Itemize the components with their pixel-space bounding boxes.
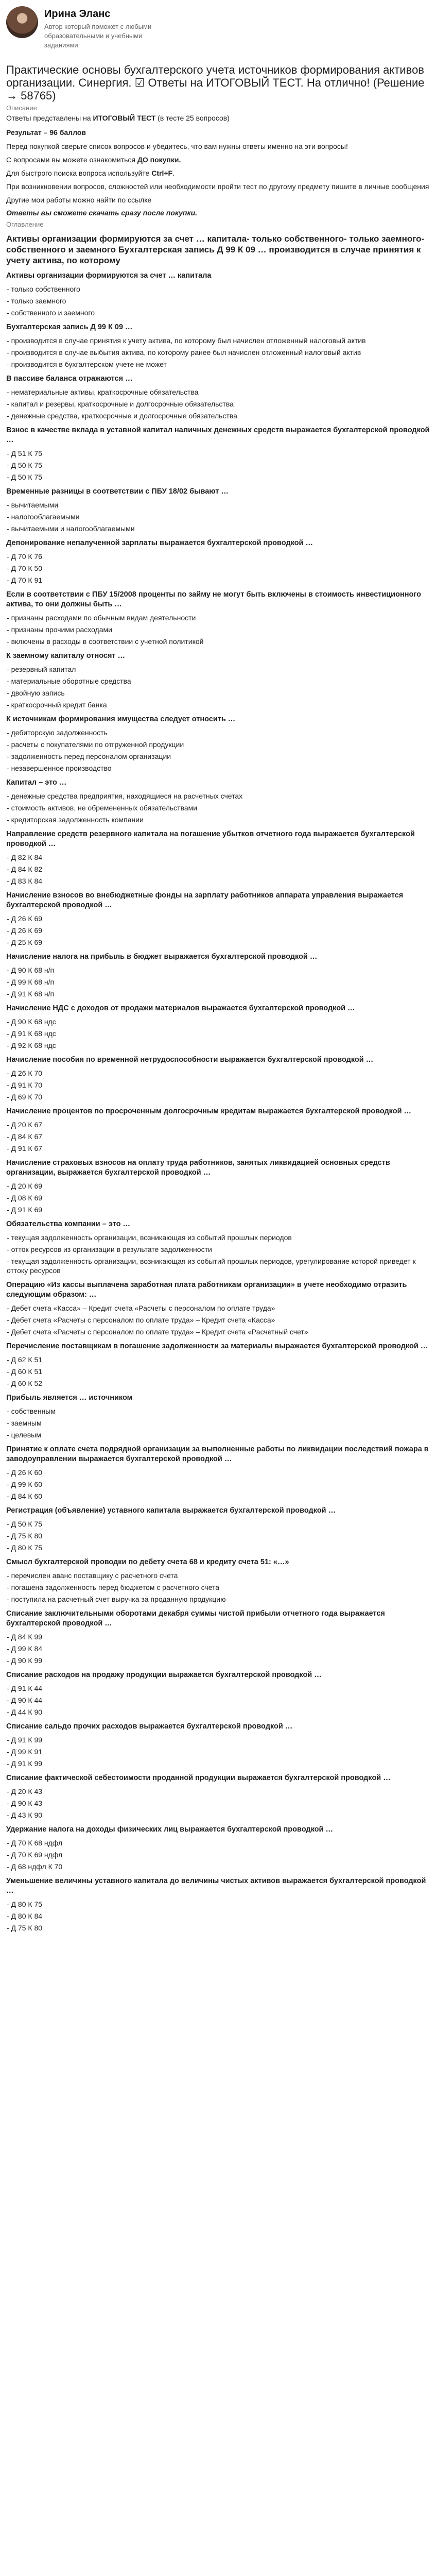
- answer-option: - Д 99 К 84: [6, 1644, 430, 1653]
- question-text: Капитал – это …: [6, 778, 67, 787]
- answer-option: - материальные оборотные средства: [6, 676, 430, 686]
- question-text: Прибыль является … источником: [6, 1394, 133, 1402]
- question-text: Начисление налога на прибыль в бюджет выражается бухгалтерской проводкой …: [6, 953, 318, 961]
- answer-option: - вычитаемыми: [6, 500, 430, 510]
- answer-option: - Д 84 К 82: [6, 865, 430, 874]
- answer-option: - Д 26 К 70: [6, 1069, 430, 1078]
- p3-prefix: Для быстрого поиска вопроса используйте: [6, 169, 152, 177]
- question-block: [6, 374, 430, 420]
- answer-option: - Д 69 К 70: [6, 1092, 430, 1101]
- answer-option: - Д 25 К 69: [6, 938, 430, 947]
- p3-suffix: .: [172, 169, 175, 177]
- answer-option: - Д 50 К 75: [6, 1519, 430, 1529]
- question-block: [6, 271, 430, 317]
- answer-option: - денежные средства предприятия, находящиеся на расчетных счетах: [6, 791, 430, 801]
- question-text: Перечисление поставщикам в погашение задолженности за материалы выражается бухгалтерской проводкой …: [6, 1342, 428, 1350]
- answer-option: - целевым: [6, 1430, 430, 1439]
- answer-option: - признаны прочими расходами: [6, 625, 430, 634]
- answer-option: - краткосрочный кредит банка: [6, 700, 430, 709]
- question-block: [6, 715, 430, 773]
- question-block: [6, 891, 430, 947]
- answer-option: - Д 44 К 90: [6, 1707, 430, 1717]
- answer-option: - Д 60 К 52: [6, 1379, 430, 1388]
- avatar[interactable]: [6, 6, 38, 38]
- question-text: К источникам формирования имущества следует относить …: [6, 715, 236, 723]
- answer-option: - Д 70 К 76: [6, 552, 430, 561]
- answer-option: - Д 70 К 50: [6, 564, 430, 573]
- question-block: [6, 1825, 430, 1871]
- question-block: [6, 426, 430, 482]
- answer-option: - Д 20 К 69: [6, 1181, 430, 1191]
- answer-option: - капитал и резервы, краткосрочные и долгосрочные обязательства: [6, 399, 430, 409]
- answer-option: - текущая задолженность организации, возникающая из событий прошлых периодов, урегулирование которой приведет к оттоку ресурсов: [6, 1257, 430, 1275]
- question-block: [6, 1342, 430, 1388]
- question-block: [6, 323, 430, 369]
- question-text: Начисление пособия по временной нетрудоспособности выражается бухгалтерской проводкой …: [6, 1056, 374, 1064]
- question-text: Удержание налога на доходы физических лиц выражается бухгалтерской проводкой …: [6, 1825, 333, 1834]
- answer-option: - стоимость активов, не обремененных обязательствами: [6, 803, 430, 812]
- question-block: [6, 1445, 430, 1501]
- question-text: Направление средств резервного капитала на погашение убытков отчетного года выражается бухгалтерской проводкой …: [6, 830, 415, 848]
- answer-option: - Д 83 К 84: [6, 876, 430, 886]
- answer-option: - Д 43 К 90: [6, 1810, 430, 1820]
- answers-suffix: (в тесте 25 вопросов): [155, 114, 230, 122]
- question-text: Смысл бухгалтерской проводки по дебету счета 68 и кредиту счета 51: «…»: [6, 1558, 289, 1566]
- answer-option: - Д 70 К 68 ндфл: [6, 1838, 430, 1848]
- answer-option: - Д 91 К 69: [6, 1205, 430, 1214]
- answer-option: - перечислен аванс поставщику с расчетного счета: [6, 1571, 430, 1580]
- answer-option: - Дебет счета «Касса» – Кредит счета «Расчеты с персоналом по оплате труда»: [6, 1303, 430, 1313]
- answer-option: - Д 90 К 44: [6, 1696, 430, 1705]
- answer-option: - только собственного: [6, 284, 430, 294]
- answer-option: - денежные средства, краткосрочные и долгосрочные обязательства: [6, 411, 430, 420]
- intro-paragraph-2: [6, 155, 430, 165]
- question-block: [6, 952, 430, 998]
- answer-option: - Д 70 К 69 ндфл: [6, 1850, 430, 1859]
- answer-option: - Д 26 К 69: [6, 926, 430, 935]
- question-block: [6, 487, 430, 533]
- answer-option: - признаны расходами по обычным видам деятельности: [6, 613, 430, 622]
- question-text: Временные разницы в соответствии с ПБУ 18/02 бывают …: [6, 487, 229, 496]
- question-block: [6, 1219, 430, 1275]
- intro-paragraph-3: [6, 168, 430, 178]
- question-block: [6, 1722, 430, 1768]
- answer-option: - Д 50 К 75: [6, 461, 430, 470]
- score: Результат – 96 баллов: [6, 128, 86, 137]
- answer-option: - отток ресурсов из организации в результате задолженности: [6, 1245, 430, 1254]
- question-block: [6, 1280, 430, 1336]
- question-block: [6, 829, 430, 886]
- answer-option: - производится в случае выбытия актива, по которому ранее был начислен отложенный налоговый актив: [6, 348, 430, 357]
- question-text: Регистрация (объявление) уставного капитала выражается бухгалтерской проводкой …: [6, 1506, 336, 1515]
- intro-paragraph-1: Перед покупкой сверьте список вопросов и убедитесь, что вам нужны ответы именно на эти вопросы!: [6, 142, 348, 150]
- question-block: [6, 1506, 430, 1552]
- question-text: Активы организации формируются за счет … капитала: [6, 272, 212, 280]
- question-text: Уменьшение величины уставного капитала до величины чистых активов выражается бухгалтерской проводкой …: [6, 1877, 426, 1895]
- question-text: Списание расходов на продажу продукции выражается бухгалтерской проводкой …: [6, 1671, 322, 1679]
- author-header: [6, 6, 430, 50]
- answer-option: - Д 91 К 99: [6, 1735, 430, 1744]
- question-block: [6, 1876, 430, 1933]
- answer-option: - Д 90 К 68 н/п: [6, 965, 430, 975]
- question-block: [6, 778, 430, 824]
- answer-option: - собственным: [6, 1406, 430, 1416]
- question-text: Начисление процентов по просроченным долгосрочным кредитам выражается бухгалтерской проводкой …: [6, 1107, 412, 1115]
- question-text: Начисление НДС с доходов от продажи материалов выражается бухгалтерской проводкой …: [6, 1004, 355, 1012]
- question-text: Списание сальдо прочих расходов выражается бухгалтерской проводкой …: [6, 1722, 293, 1731]
- answer-option: - Д 90 К 68 ндс: [6, 1017, 430, 1026]
- answer-option: - Д 80 К 84: [6, 1911, 430, 1921]
- other-works-link[interactable]: Другие мои работы можно найти по ссылке: [6, 196, 152, 204]
- answer-option: - Д 84 К 67: [6, 1132, 430, 1141]
- answer-option: - Д 26 К 69: [6, 914, 430, 923]
- p2-prefix: С вопросами вы можете ознакомиться: [6, 156, 137, 164]
- answer-option: - Д 99 К 68 н/п: [6, 977, 430, 987]
- question-text: Принятие к оплате счета подрядной организации за выполненные работы по ликвидации последствий пожара в заводоуправлении выражается бухгалтерской проводкой …: [6, 1445, 429, 1463]
- answer-option: - Д 26 К 60: [6, 1468, 430, 1477]
- question-text: Списание заключительными оборотами декабря суммы чистой прибыли отчетного года выражается бухгалтерской проводкой …: [6, 1609, 385, 1628]
- question-text: Бухгалтерская запись Д 99 К 09 …: [6, 323, 133, 331]
- question-text: Начисление страховых взносов на оплату труда работников, занятых ликвидацией основных средств организации, выражается бухгалтерской проводкой …: [6, 1159, 390, 1177]
- toc-label: Оглавление: [6, 221, 44, 228]
- answer-option: - Д 68 ндфл К 70: [6, 1862, 430, 1871]
- answer-option: - вычитаемыми и налогооблагаемыми: [6, 524, 430, 533]
- question-block: [6, 1004, 430, 1050]
- answer-option: - незавершенное производство: [6, 764, 430, 773]
- answer-option: - Д 91 К 67: [6, 1144, 430, 1153]
- answer-option: - Д 80 К 75: [6, 1900, 430, 1909]
- intro-paragraph-4: При возникновении вопросов, сложностей или необходимости пройти тест по другому предмету пишите в личные сообщения: [6, 182, 429, 191]
- answer-option: - двойную запись: [6, 688, 430, 698]
- answer-option: - Дебет счета «Расчеты с персоналом по оплате труда» – Кредит счета «Расчетный счет»: [6, 1327, 430, 1336]
- answer-option: - Д 91 К 99: [6, 1759, 430, 1768]
- author-block: [44, 6, 152, 50]
- answer-option: - Д 08 К 69: [6, 1193, 430, 1202]
- question-text: К заемному капиталу относят …: [6, 652, 126, 660]
- answer-option: - Д 91 К 44: [6, 1684, 430, 1693]
- answer-option: - только заемного: [6, 296, 430, 306]
- question-block: [6, 1557, 430, 1604]
- answer-option: - Д 62 К 51: [6, 1355, 430, 1364]
- question-block: [6, 1158, 430, 1214]
- answer-option: - Д 84 К 60: [6, 1492, 430, 1501]
- answer-option: - Д 90 К 43: [6, 1799, 430, 1808]
- question-block: [6, 1670, 430, 1717]
- question-text: Если в соответствии с ПБУ 15/2008 проценты по займу не могут быть включены в стоимость инвестиционного актива, то они должны быть …: [6, 590, 422, 608]
- answer-option: - Д 99 К 60: [6, 1480, 430, 1489]
- answer-option: - Д 60 К 51: [6, 1367, 430, 1376]
- question-text: Операцию «Из кассы выплачена заработная плата работникам организации» в учете необходимо отразить следующим образом: …: [6, 1281, 407, 1299]
- answer-option: - производится в случае принятия к учету актива, по которому был начислен отложенный налоговый актив: [6, 336, 430, 345]
- answer-option: - налогооблагаемыми: [6, 512, 430, 521]
- answer-option: - Д 91 К 68 ндс: [6, 1029, 430, 1038]
- answer-option: - Д 91 К 68 н/п: [6, 989, 430, 998]
- answer-option: - резервный капитал: [6, 665, 430, 674]
- answer-option: - поступила на расчетный счет выручка за проданную продукцию: [6, 1595, 430, 1604]
- answer-option: - Д 75 К 80: [6, 1923, 430, 1933]
- question-block: [6, 1107, 430, 1153]
- answer-option: - нематериальные активы, краткосрочные обязательства: [6, 387, 430, 397]
- answer-option: - Д 84 К 99: [6, 1632, 430, 1641]
- answer-option: - Дебет счета «Расчеты с персоналом по оплате труда» – Кредит счета «Касса»: [6, 1315, 430, 1325]
- answers-prefix: Ответы представлены на: [6, 114, 93, 122]
- answer-option: - включены в расходы в соответствии с учетной политикой: [6, 637, 430, 646]
- download-note: Ответы вы сможете скачать сразу после покупки.: [6, 209, 198, 217]
- description-label: Описание: [6, 104, 37, 112]
- question-text: Начисление взносов во внебюджетные фонды на зарплату работников аппарата управления выражается бухгалтерской проводкой …: [6, 891, 404, 909]
- answer-option: - Д 70 К 91: [6, 575, 430, 585]
- answers-bold: ИТОГОВЫЙ ТЕСТ: [93, 114, 156, 122]
- answer-option: - дебиторскую задолженность: [6, 728, 430, 737]
- answer-option: - Д 75 К 80: [6, 1531, 430, 1540]
- question-block: [6, 651, 430, 709]
- answer-option: - производится в бухгалтерском учете не может: [6, 360, 430, 369]
- question-block: [6, 538, 430, 585]
- first-question: Активы организации формируются за счет … капитала- только собственного- только заемного- собственного и заемного Бухгалтерская запись Д 99 К 09 … производится в случае принятия к учету актива, по которому: [6, 234, 425, 265]
- answer-option: - Д 99 К 91: [6, 1747, 430, 1756]
- question-text: Взнос в качестве вклада в уставной капитал наличных денежных средств выражается бухгалтерской проводкой …: [6, 426, 430, 444]
- answer-option: - расчеты с покупателями по отгруженной продукции: [6, 740, 430, 749]
- answer-option: - Д 90 К 99: [6, 1656, 430, 1665]
- answer-option: - заемным: [6, 1418, 430, 1428]
- answer-option: - Д 82 К 84: [6, 853, 430, 862]
- answer-option: - Д 91 К 70: [6, 1080, 430, 1090]
- question-block: [6, 590, 430, 646]
- answer-option: - Д 80 К 75: [6, 1543, 430, 1552]
- answer-option: - Д 50 К 75: [6, 472, 430, 482]
- author-description: Автор который поможет с любыми образовательными и учебными заданиями: [44, 23, 152, 49]
- answers-intro: [6, 113, 430, 123]
- question-block: [6, 1055, 430, 1101]
- question-text: Списание фактической себестоимости проданной продукции выражается бухгалтерской проводкой …: [6, 1774, 391, 1782]
- question-block: [6, 1773, 430, 1820]
- answer-option: - собственного и заемного: [6, 308, 430, 317]
- answer-option: - Д 20 К 43: [6, 1787, 430, 1796]
- page-title: Практические основы бухгалтерского учета источников формирования активов организации. Синергия. ☑ Ответы на ИТОГОВЫЙ ТЕСТ. На отлично! (Решение → 58765): [6, 63, 425, 102]
- question-text: Обязательства компании – это …: [6, 1220, 130, 1228]
- qa-list: [6, 271, 430, 1933]
- answer-option: - кредиторская задолженность компании: [6, 815, 430, 824]
- question-block: [6, 1609, 430, 1665]
- question-text: Депонирование непалученной зарплаты выражается бухгалтерской проводкой …: [6, 539, 313, 547]
- question-block: [6, 1393, 430, 1439]
- p3-bold: Ctrl+F: [151, 169, 173, 177]
- answer-option: - Д 92 К 68 ндс: [6, 1041, 430, 1050]
- p2-bold: ДО покупки.: [137, 156, 181, 164]
- answer-option: - текущая задолженность организации, возникающая из событий прошлых периодов: [6, 1233, 430, 1242]
- answer-option: - Д 51 К 75: [6, 449, 430, 458]
- author-name[interactable]: Ирина Эланс: [44, 8, 111, 20]
- answer-option: - Д 20 К 67: [6, 1120, 430, 1129]
- question-text: В пассиве баланса отражаются …: [6, 375, 133, 383]
- answer-option: - задолженность перед персоналом организации: [6, 752, 430, 761]
- answer-option: - погашена задолженность перед бюджетом с расчетного счета: [6, 1583, 430, 1592]
